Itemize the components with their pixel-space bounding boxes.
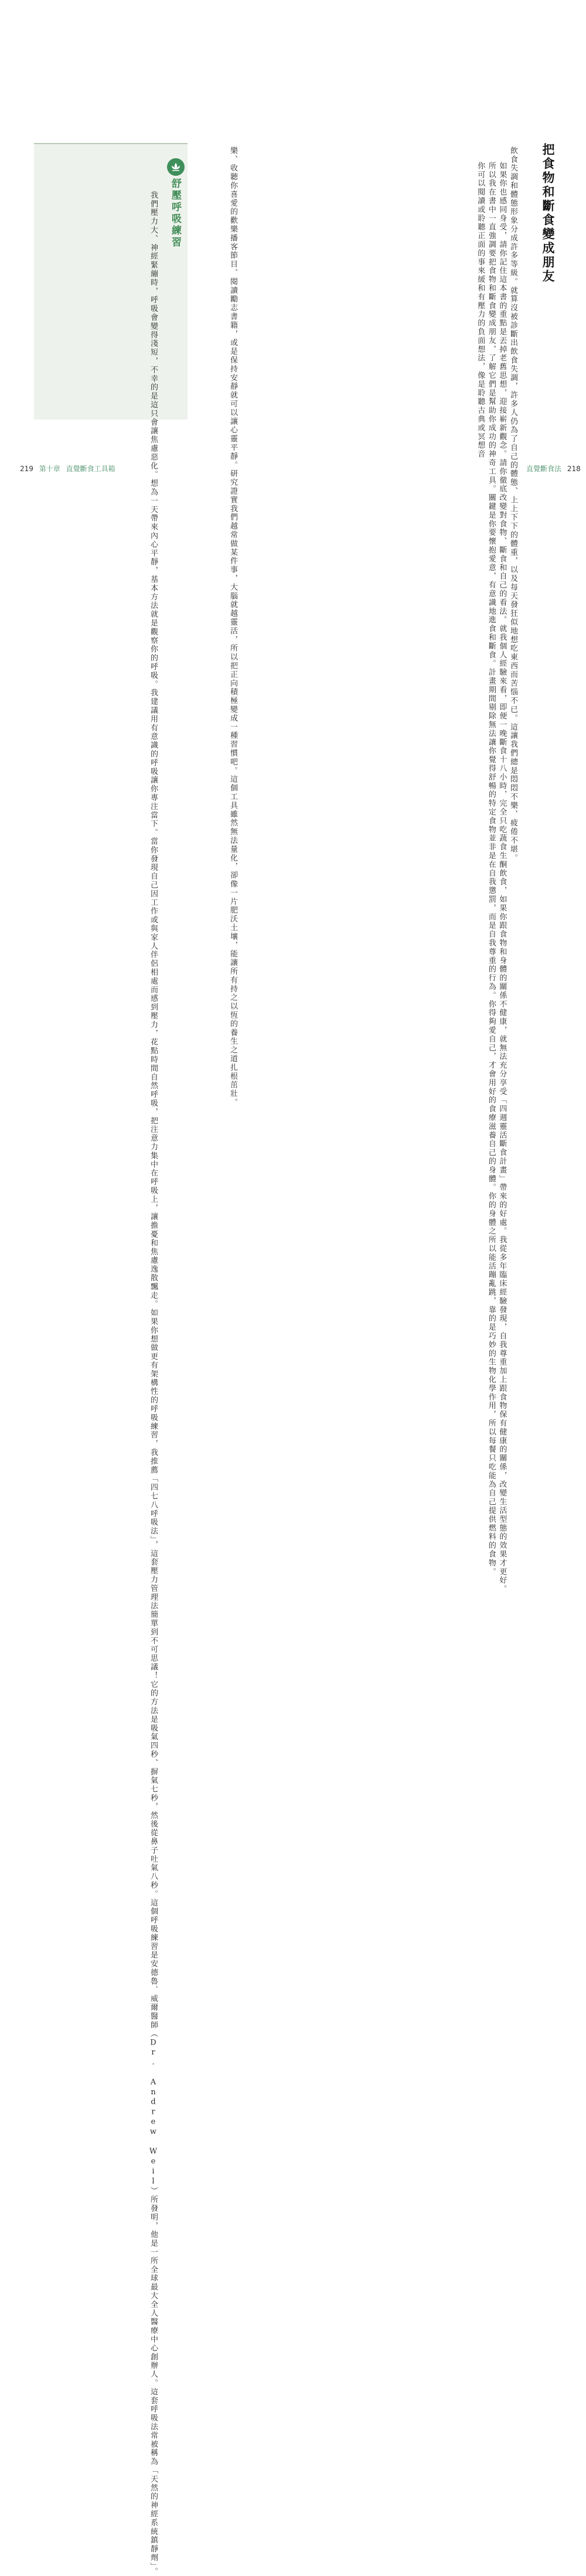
footer-section: 直覺斷食工具箱: [66, 465, 115, 473]
page-number: 219: [20, 465, 33, 473]
lotus-icon: [167, 158, 185, 176]
paragraph: 樂、收聽你喜愛的歡樂播客節目、閱讀勵志書籍，或是保持安靜就可以讓心靈平靜。研究證實我們越常做某件事，大腦就越靈活，所以把正向積極變成一種習慣吧。這個工具雖然無法量化，卻像一片肥沃土壤，能讓所有持之以恆的養生之道扎根茁壯。: [229, 146, 237, 1107]
chapter-section-title: 把食物和斷食變成朋友: [541, 143, 555, 284]
box-title: 舒壓呼吸練習: [169, 178, 181, 248]
page-number: 218: [567, 465, 581, 473]
footer-chapter: 第十章: [39, 465, 60, 473]
footer-section: 直覺斷食法: [526, 465, 562, 473]
footer-left: [20, 464, 119, 473]
paragraph: 我們壓力大、神經緊繃時，呼吸會變得淺短，不幸的是這只會讓焦慮惡化。想為一天帶來內心平靜，基本方法就是觀察你的呼吸。我建議用有意識的呼吸讓你專注當下。當你發現自己因工作或與家人伴侶相處而感到壓力，花點時間自然呼吸，把注意力集中在呼吸上，讓擔憂和焦慮逸散飄走。如果你想做更有架構性的呼吸練習，我推薦「四七八呼吸法」，這套壓力管理法簡單到不可思議！它的方法是吸氣四秒、摒氣七秒，然後從鼻子吐氣八秒。這個呼吸練習是安德魯．威爾醫師（Dr. Andrew Weil）所發明，他是一所全球最大全人醫療中心創辦人。這套呼吸法常被稱為「天然的神經系統鎮靜劑」。: [149, 191, 158, 2576]
right-page-body: [352, 146, 518, 1594]
paragraph: 飲食失調和體態形象分成許多等級。就算沒被診斷出飲食失調，許多人仍為了自己的體態、上上下下的體重，以及每天發狂似地想吃東西而苦惱不已。這讓我們總是悶悶不樂、疲倦不堪。: [509, 146, 517, 863]
footer-right: [526, 464, 584, 473]
paragraph: 如果你也感同身受，請你記住這本書的重點是丟掉老舊思想，迎接嶄新觀念。請你徹底改變對食物、斷食和自己的看法。就我個人經驗來看，即便一晚斷食十八小時，完全只吃蔬食生酮飲食，如果你跟食物和身體的關係不健康，就無法充分享受「四週靈活斷食計畫」帶來的好處。我從多年臨床經驗發現，自我尊重加上跟食物保有健康的關係，改變生活型態的效果才更好。: [498, 162, 507, 1594]
left-page-body: [199, 146, 238, 1107]
paragraph: 你可以閱讀或聆聽正面的事來緩和有壓力的負面想法，像是聆聽古典或冥想音: [476, 162, 485, 459]
paragraph: 所以我在書中一直強調要把食物和斷食變成朋友，了解它們是幫助你成功的神奇工具。關鍵是你要懷抱愛意，有意識地進食和斷食。計畫期間剔除無法讓你覺得舒暢的特定食物並非是在自我懲罰，而是自我尊重的行為。你得夠愛自己，才會用好的食療滋養自己的身體。你的身體之所以能活蹦亂跳，靠的是巧妙的生物化學作用，所以每餐只吃能為自己提供燃料的食物。: [486, 162, 496, 1576]
